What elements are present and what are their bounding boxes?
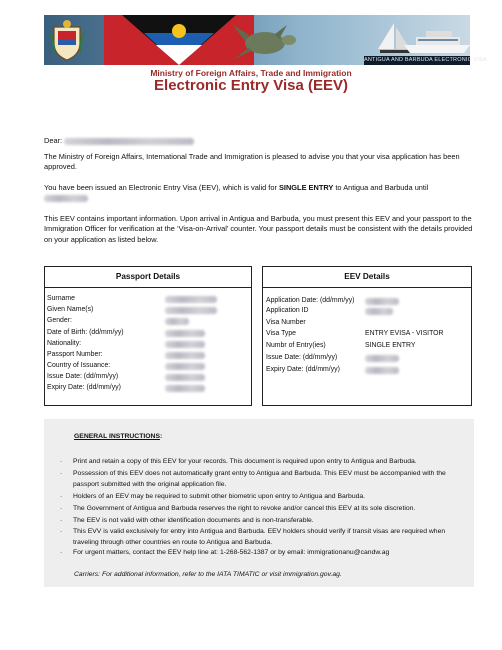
sea-turtle-icon bbox=[229, 23, 299, 61]
redacted-eev-value bbox=[365, 298, 399, 305]
instruction-text: The EEV is not valid with other identification documents and is non-transferable. bbox=[73, 517, 314, 524]
coat-of-arms-icon bbox=[50, 19, 84, 61]
redacted-passport-value bbox=[165, 330, 205, 337]
passport-field-label: Country of Issuance: bbox=[47, 362, 111, 369]
passport-details-heading: Passport Details bbox=[45, 267, 251, 288]
passport-field-label: Expiry Date: (dd/mm/yy) bbox=[47, 384, 121, 391]
redacted-passport-value bbox=[165, 307, 217, 314]
header-banner bbox=[44, 15, 487, 65]
general-instructions bbox=[44, 419, 474, 587]
instruction-text: Possession of this EEV does not automatically grant entry to Antigua and Barbuda. This EEV must be accompanied with the passport submitted with the original application file. bbox=[73, 470, 446, 488]
passport-field-label: Surname bbox=[47, 295, 75, 302]
cruise-ship-icon bbox=[404, 25, 470, 55]
instruction-text: Print and retain a copy of this EEV for your records. This document is required upon entry to Antigua and Barbuda. bbox=[73, 458, 417, 465]
eev-field-label: Visa Number bbox=[266, 319, 306, 326]
eev-field-label: Application Date: (dd/mm/yy) bbox=[266, 297, 355, 304]
dear-label: Dear: bbox=[44, 136, 63, 145]
redacted-eev-value bbox=[365, 355, 399, 362]
instructions-heading: GENERAL INSTRUCTIONS: bbox=[74, 433, 163, 440]
instruction-item bbox=[60, 503, 460, 514]
instruction-item bbox=[60, 526, 460, 548]
passport-field-label: Given Name(s) bbox=[47, 306, 94, 313]
bullet-icon: · bbox=[60, 470, 63, 477]
ministry-name: Ministry of Foreign Affairs, Trade and Immigration bbox=[150, 68, 352, 78]
bullet-icon: · bbox=[60, 528, 63, 535]
redacted-applicant-name bbox=[64, 138, 194, 145]
eev-field-label: Expiry Date: (dd/mm/yy) bbox=[266, 366, 340, 373]
approval-paragraph: The Ministry of Foreign Affairs, International Trade and Immigration is pleased to advise you that your visa application has been approved. bbox=[44, 152, 460, 172]
instruction-item bbox=[60, 468, 460, 490]
redacted-eev-value bbox=[365, 367, 399, 374]
bullet-icon: · bbox=[60, 458, 63, 465]
passport-field-label: Nationality: bbox=[47, 340, 82, 347]
passport-field-label: Date of Birth: (dd/mm/yy) bbox=[47, 329, 124, 336]
salutation bbox=[44, 136, 474, 146]
carriers-note: Carriers: For additional information, refer to the IATA TIMATIC or visit immigration.gov.ag. bbox=[74, 571, 342, 578]
instruction-text: Holders of an EEV may be required to submit other biometric upon entry to Antigua and Barbuda. bbox=[73, 493, 366, 500]
redacted-passport-value bbox=[165, 363, 205, 370]
redacted-passport-value bbox=[165, 341, 205, 348]
passport-field-label: Issue Date: (dd/mm/yy) bbox=[47, 373, 119, 380]
redacted-valid-until-date bbox=[44, 195, 88, 202]
redacted-passport-value bbox=[165, 374, 205, 381]
redacted-passport-value bbox=[165, 352, 205, 359]
document-title: Electronic Entry Visa (EEV) bbox=[154, 77, 348, 94]
redacted-passport-value bbox=[165, 318, 189, 325]
redacted-eev-value bbox=[365, 308, 393, 315]
eev-field-label: Numbr of Entry(ies) bbox=[266, 342, 326, 349]
bullet-icon: · bbox=[60, 493, 63, 500]
instruction-text: This EVV is valid exclusively for entry into Antigua and Barbuda. EEV holders should verify if transit visas are required when traveling through other countries en route to Antigua and Barbuda. bbox=[73, 528, 446, 546]
passport-field-label: Gender: bbox=[47, 317, 72, 324]
eev-field-value: SINGLE ENTRY bbox=[365, 342, 416, 349]
bullet-icon: · bbox=[60, 505, 63, 512]
instruction-item bbox=[60, 491, 460, 502]
bullet-icon: · bbox=[60, 517, 63, 524]
instruction-item bbox=[60, 515, 460, 526]
instruction-text: The Government of Antigua and Barbuda reserves the right to revoke and/or cancel this EEV at its sole discretion. bbox=[73, 505, 416, 512]
eev-details-heading: EEV Details bbox=[263, 267, 471, 288]
passport-field-label: Passport Number: bbox=[47, 351, 103, 358]
redacted-passport-value bbox=[165, 296, 217, 303]
entry-type: SINGLE ENTRY bbox=[278, 183, 334, 192]
eev-details-box bbox=[262, 266, 472, 406]
instruction-text: For urgent matters, contact the EEV help line at: 1-268-562-1387 or by email: immigrationanu@candw.ag bbox=[73, 549, 390, 556]
eev-field-label: Issue Date: (dd/mm/yy) bbox=[266, 354, 338, 361]
redacted-passport-value bbox=[165, 385, 205, 392]
bullet-icon: · bbox=[60, 549, 63, 556]
passport-details-box bbox=[44, 266, 252, 406]
instruction-item bbox=[60, 547, 460, 558]
banner-caption: ANTIGUA AND BARBUDA ELECTRONIC VISA bbox=[364, 57, 487, 63]
eev-field-label: Visa Type bbox=[266, 330, 297, 337]
eev-field-label: Application ID bbox=[266, 307, 309, 314]
validity-paragraph: You have been issued an Electronic Entry Visa (EEV), which is valid for SINGLE ENTRY to Antigua and Barbuda until bbox=[44, 183, 474, 204]
eev-field-value: ENTRY EVISA - VISITOR bbox=[365, 330, 444, 337]
information-paragraph: This EEV contains important information. Upon arrival in Antigua and Barbuda, you must present this EEV and your passport to the Immigration Officer for verification at the ‘Visa-on-Arrival’ counter. Your passport details must be consistent with the details provided on your application as listed below. bbox=[44, 214, 473, 244]
instruction-item bbox=[60, 456, 460, 467]
